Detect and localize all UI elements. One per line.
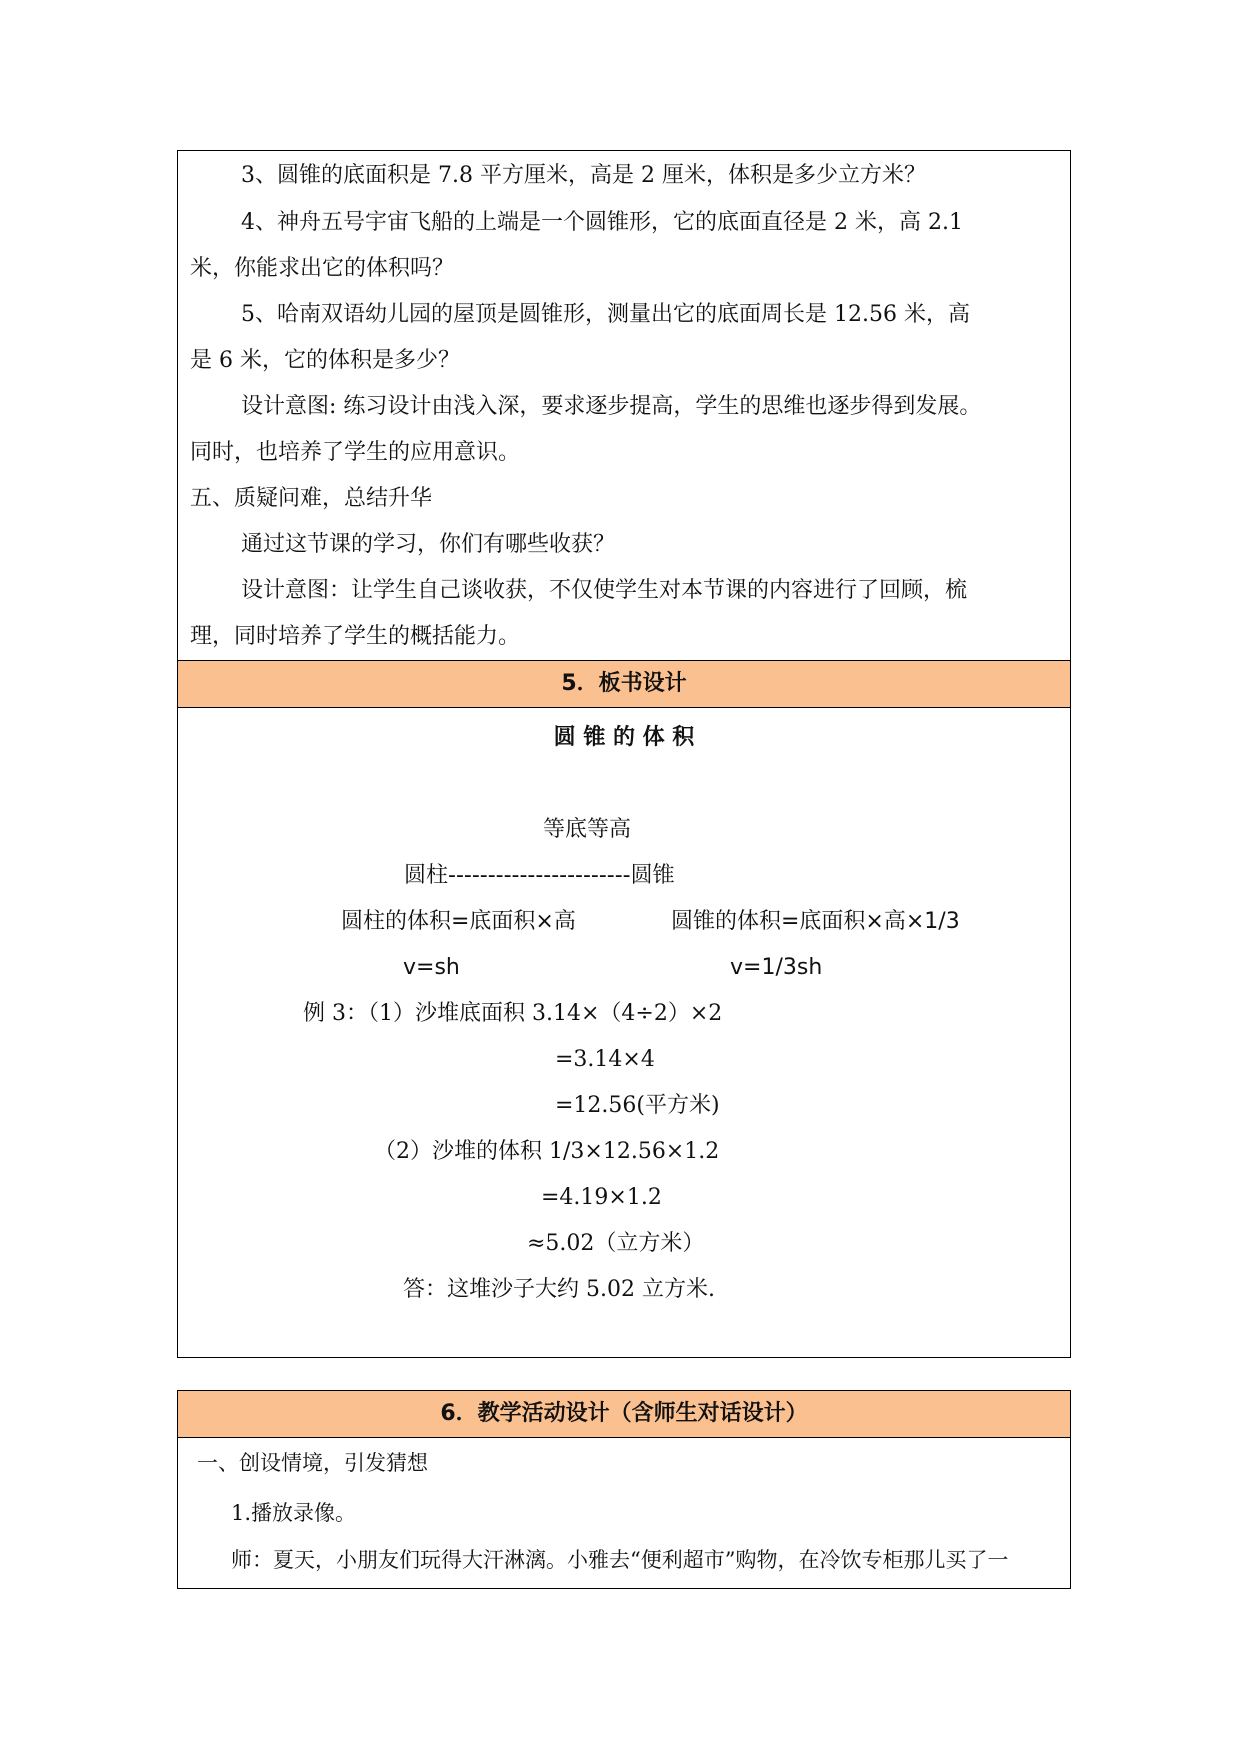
example-step-4: （2）沙堆的体积 1/3×12.56×1.2	[374, 1139, 720, 1164]
section-heading-5: 五、质疑问难，总结升华	[190, 486, 433, 511]
exercise-5-line2: 是 6 米，它的体积是多少？	[190, 348, 460, 373]
exercise-4-line1: 4、神舟五号宇宙飞船的上端是一个圆锥形，它的底面直径是 2 米，高 2.1	[241, 210, 963, 235]
activity-step-1: 1.播放录像。	[231, 1501, 357, 1525]
example-step-2: =3.14×4	[555, 1047, 655, 1072]
example-step-3: =12.56(平方米)	[555, 1093, 720, 1118]
board-design-header: 5．板书设计	[178, 660, 1070, 708]
activity-heading-1: 一、创设情境，引发猜想	[197, 1451, 428, 1475]
board-title: 圆 锥 的 体 积	[553, 725, 695, 750]
example-step-5: =4.19×1.2	[541, 1185, 662, 1210]
design-intent-2-line1: 设计意图：让学生自己谈收获，不仅使学生对本节课的内容进行了回顾，梳	[241, 578, 968, 603]
design-intent-1-line1: 设计意图: 练习设计由浅入深，要求逐步提高，学生的思维也逐步得到发展。	[241, 394, 982, 419]
cylinder-volume-short: v=sh	[403, 955, 460, 980]
teacher-dialogue: 师：夏天，小朋友们玩得大汗淋漓。小雅去“便利超市”购物，在冷饮专柜那儿买了一	[231, 1548, 1009, 1572]
lesson-table-lower	[177, 1390, 1071, 1589]
design-intent-1-line2: 同时，也培养了学生的应用意识。	[190, 440, 521, 465]
exercise-5-line1: 5、哈南双语幼儿园的屋顶是圆锥形，测量出它的底面周长是 12.56 米，高	[241, 302, 970, 327]
activity-design-header: 6．教学活动设计（含师生对话设计）	[178, 1391, 1070, 1438]
cylinder-volume-formula: 圆柱的体积=底面积×高	[341, 909, 576, 934]
example-answer: 答：这堆沙子大约 5.02 立方米.	[403, 1277, 715, 1302]
exercise-4-line2: 米，你能求出它的体积吗？	[190, 256, 455, 281]
cone-volume-short: v=1/3sh	[730, 955, 823, 980]
cone-volume-formula: 圆锥的体积=底面积×高×1/3	[671, 909, 960, 934]
example-step-6: ≈5.02（立方米）	[527, 1231, 705, 1256]
exercise-3: 3、圆锥的底面积是 7.8 平方厘米，高是 2 厘米，体积是多少立方米？	[241, 163, 926, 188]
example-step-1: 例 3：（1）沙堆底面积 3.14×（4÷2）×2	[303, 1001, 723, 1026]
cylinder-cone-relation: 圆柱-----------------------圆锥	[404, 863, 675, 888]
lesson-table-upper	[177, 150, 1071, 1358]
same-base-same-height: 等底等高	[543, 817, 632, 842]
reflection-question: 通过这节课的学习，你们有哪些收获？	[241, 532, 616, 557]
design-intent-2-line2: 理，同时培养了学生的概括能力。	[190, 624, 521, 649]
